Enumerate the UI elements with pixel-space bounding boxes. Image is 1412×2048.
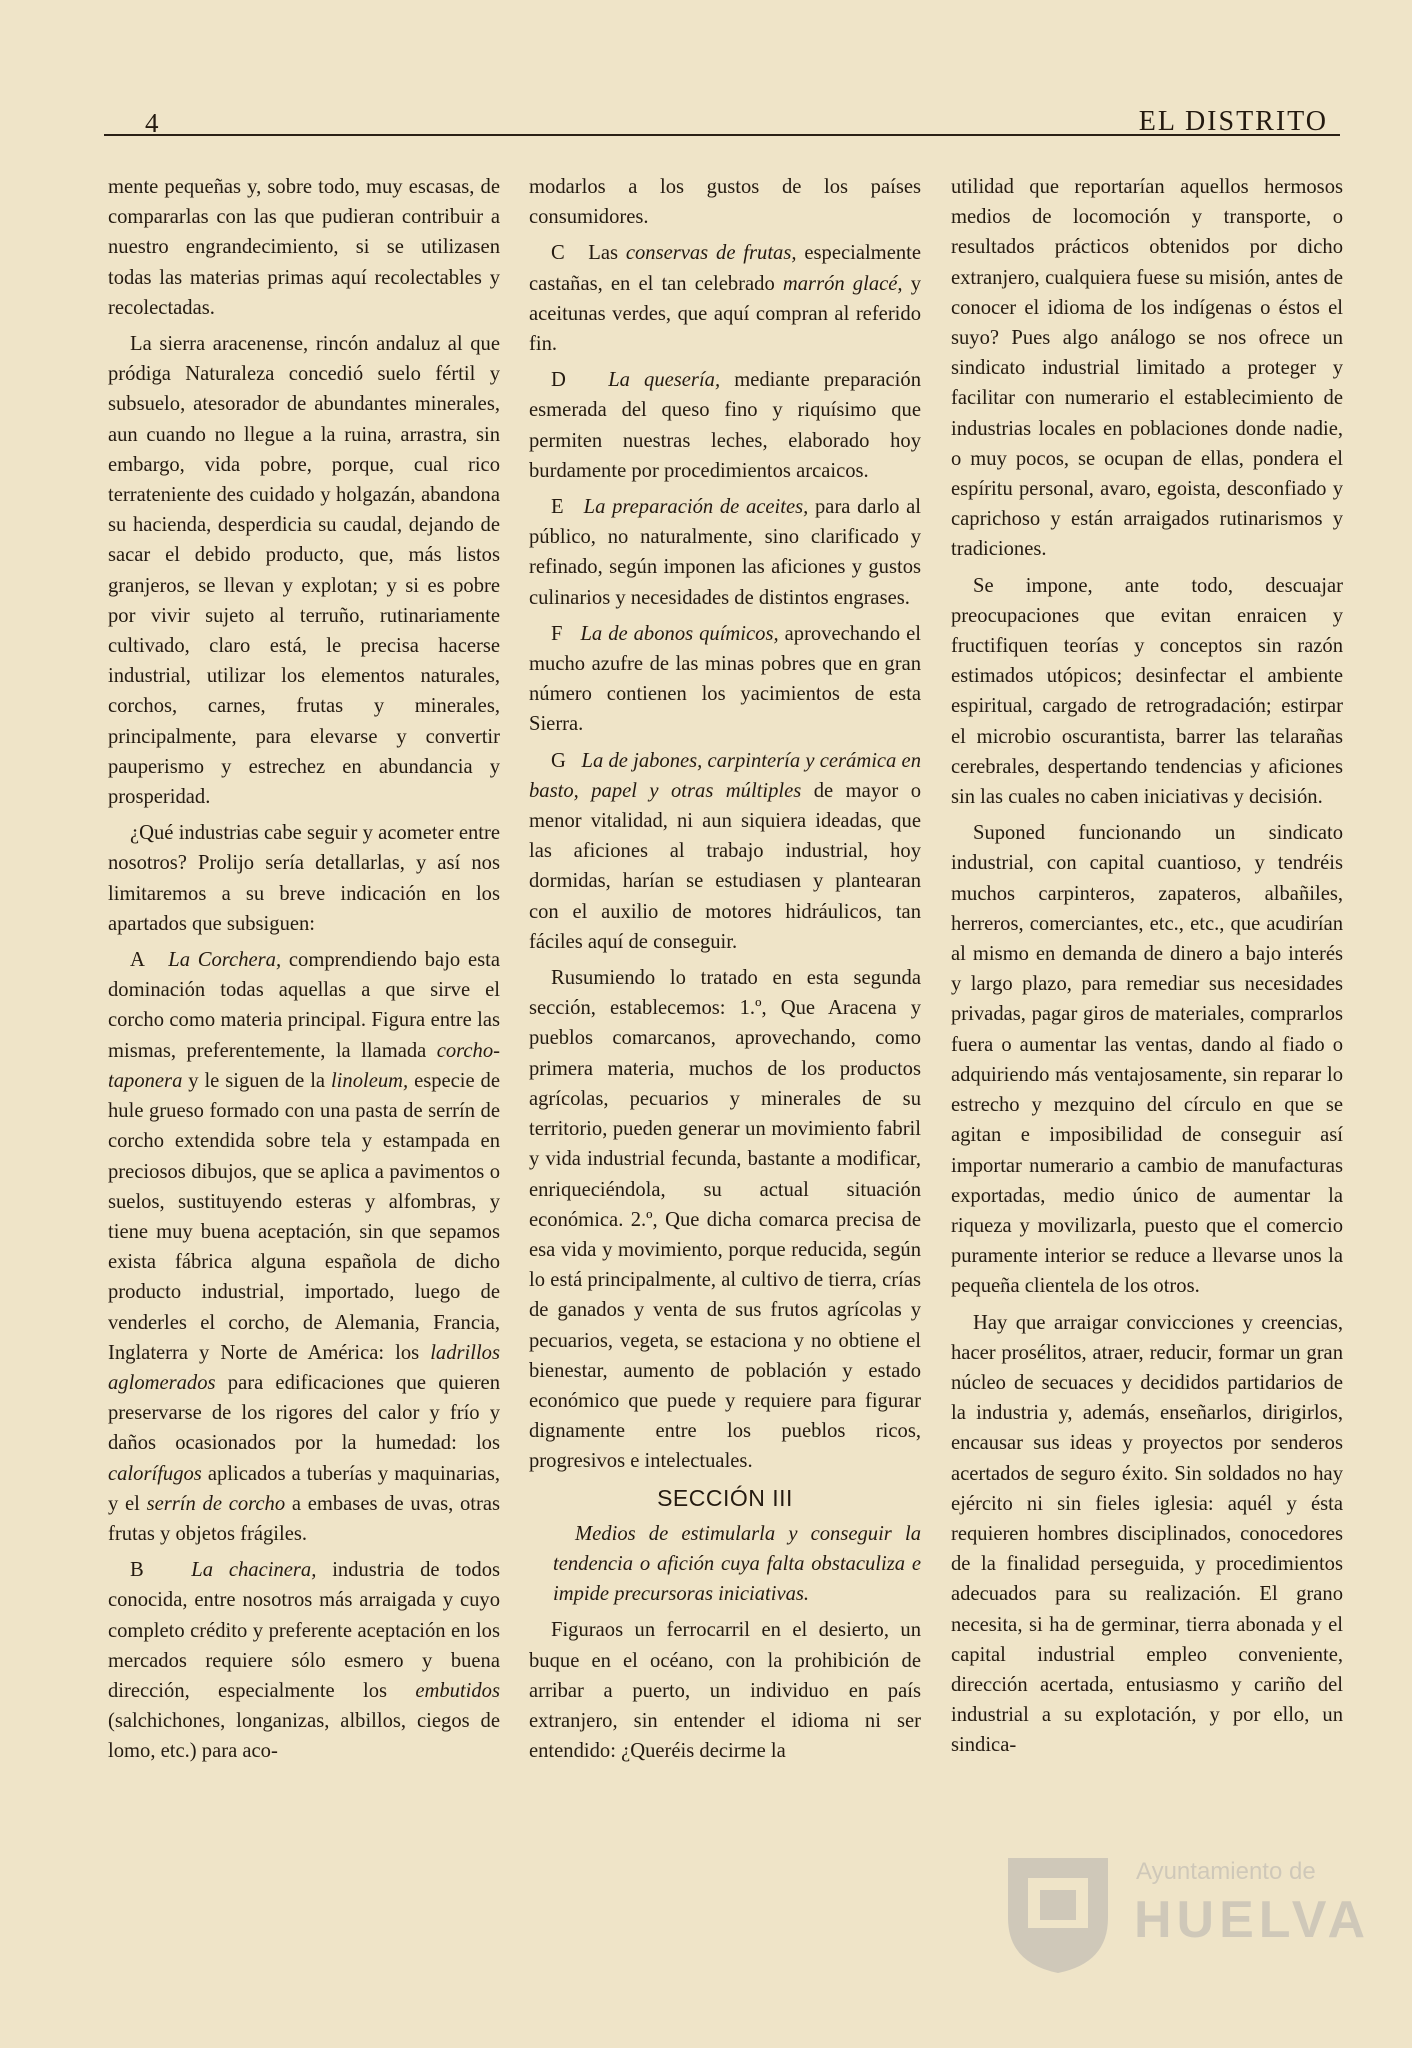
paragraph: mente pequeñas y, sobre todo, muy escasas, de compararlas con las que pudieran contribuir a nuestro engrandecimiento, si se utilizasen todas las materias primas aquí recolectables y recolectadas. [108,176,500,319]
item-a-corchera: A La Corchera, comprendiendo bajo esta dominación todas aquellas a que sirve el corcho como materia principal. Figura entre las mismas, preferentemente, la llamada corcho-taponera y le siguen de la linoleum, especie de hule grueso formado con una pasta de serrín de corcho extendida sobre tela y estampada en preciosos dibujos, que se aplica a pavimentos o suelos, sustituyendo esteras y alfombras, y tiene muy buena aceptación, sin que sepamos exista fábrica alguna española de dicho producto industrial, importado, luego de venderles el corcho, de Alemania, Francia, Inglaterra y Norte de América: los ladrillos aglomerados para edificaciones que quieren preservarse de los rigores del calor y frío y daños ocasionados por la humedad: los calorífugos aplicados a tuberías y maquinarias, y el serrín de corcho a embases de uvas, otras frutas y objetos frágiles. [108,949,501,1545]
item-g-jabones: G La de jabones, carpintería y cerámica en basto, papel y otras múltiples de mayor o menor vitalidad, ni aun siquiera ideadas, que las aficiones al trabajo industrial, hoy dormidas, harían se estudiasen y plantearan con el auxilio de motores hidráulicos, tan fáciles aquí de conseguir. [529,749,921,953]
item-letter: A [130,949,145,972]
paragraph: Suponed funcionando un sindicato industrial, con capital cuantioso, y tendréis muchos carpinteros, zapateros, albañiles, herreros, comerciantes, etc., etc., que acudirían al mismo en demanda de dinero a bajo interés y largo plazo, para remediar sus necesidades privadas, pagar giros de materiales, comprarlos fuera o aumentar las ventas, dando al fiado o adquiriendo más ventajosamente, sin reparar lo estrecho y mezquino del círculo en que se agitan e imposibilidad de conseguir así importar numerario a cambio de manufacturas exportadas, medio único de aumentar la riqueza y movilizarla, puesto que el comercio puramente interior se reduce a llevarse unos la pequeña clientela de los otros. [951,822,1343,1298]
item-letter: E [551,496,564,519]
paragraph: Hay que arraigar convicciones y creencias, hacer prosélitos, atraer, reducir, formar un gran núcleo de secuaces y decididos partidarios de la industria y, además, enseñarlos, dirigirlos, encausar sus ideas y proyectos por senderos acertados de seguro éxito. Sin soldados no hay ejército ni sin fieles iglesia: aquél y ésta requieren hombres disciplinados, conocedores de la finalidad perseguida, y procedimientos adecuados para su realización. El grano necesita, si ha de germinar, tierra abonada y el capital industrial empleo conveniente, dirección acertada, entusiasmo y cariño del industrial a su explotación, y por ello, un sindica- [951,1311,1343,1757]
item-letter: B [130,1559,144,1582]
paragraph: ¿Qué industrias cabe seguir y acometer entre nosotros? Prolijo sería detallarlas, y así nos limitaremos a su breve indicación en los apartados que subsiguen: [108,822,500,935]
paragraph: modarlos a los gustos de los países consumidores. [529,176,921,229]
text-column-1 [108,172,500,1773]
paragraph: utilidad que reportarían aquellos hermosos medios de locomoción y transporte, o resultados prácticos obtenidos por dicho extranjero, cualquiera fuese su misión, antes de conocer el idioma de los indígenas o éstos el suyo? Pues algo análogo se nos ofrece un sindicato industrial limitado a proteger y facilitar con numerario el establecimiento de industrias locales en poblaciones donde nadie, o muy pocos, se ocupan de ellas, pondera el espíritu personal, avaro, egoista, desconfiado y caprichoso y están arraigados rutinarismos y tradiciones. [951,176,1343,561]
journal-title: EL DISTRITO [1138,106,1328,137]
paragraph: Figuraos un ferrocarril en el desierto, un buque en el océano, con la prohibición de arribar a puerto, un individuo en país extranjero, sin entender el idioma ni ser entendido: ¿Queréis decirme la [529,1619,921,1763]
text-column-3 [951,172,1343,1767]
page-number: 4 [145,108,159,138]
coat-of-arms-icon [998,1848,1118,1978]
item-e-aceites: E La preparación de aceites, para darlo al público, no naturalmente, sino clarificado y refinado, según imponen las aficiones y gustos culinarios y necesidades de distintos engrases. [529,496,921,609]
section-subtitle: Medios de estimularla y conseguir la tendencia o afición cuya falta obstaculiza e impide precursoras iniciativas. [553,1522,921,1606]
section-title: SECCIÓN III [657,1484,793,1511]
paragraph: Rusumiendo lo tratado en esta segunda sección, establecemos: 1.º, Que Aracena y pueblos comarcanos, aprovechando, como primera materia, muchos de los productos agrícolas, pecuarios y minerales de su territorio, pueden generar un movimiento fabril y vida industrial fecunda, bastante a modificar, enriqueciéndola, su actual situación económica. 2.º, Que dicha comarca precisa de esa vida y movimiento, porque reducida, según lo está principalmente, al cultivo de tierra, crías de ganados y venta de sus frutos agrícolas y pecuarios, vegeta, se estaciona y no obtiene el bienestar, aumento de población y estado económico que puede y requiere para figurar dignamente entre los pueblos ricos, progresivos e intelectuales. [529,967,921,1473]
item-letter: C [551,242,565,265]
page-header [104,104,1340,140]
watermark-line-1: Ayuntamiento de [1136,1858,1316,1885]
header-rule [104,134,1340,136]
watermark-line-2: HUELVA [1134,1891,1371,1949]
paragraph: Se impone, ante todo, descuajar preocupaciones que evitan enraicen y fructifiquen teorías y conceptos sin razón estimados utópicos; desinfectar el ambiente espiritual, cargado de retrogradación; estirpar el microbio oscurantista, barrer las telarañas cerebrales, despertando tendencias y aficiones sin las cuales no caben iniciativas y decisión. [951,574,1343,809]
paragraph: La sierra aracenense, rincón andaluz al que pródiga Naturaleza concedió suelo fértil y subsuelo, atesorador de abundantes minerales, aun cuando no llegue a la ruina, arrastra, sin embargo, vida pobre, porque, cual rico terrateniente des cuidado y holgazán, abandona su hacienda, desperdicia su caudal, dejando de sacar el debido producto, que, más listos granjeros, se llevan y explotan; y si es pobre por vivir sujeto al terruño, rutinariamente cultivado, claro está, le precisa hacerse industrial, utilizar los elementos naturales, corchos, carnes, frutas y minerales, principalmente, para elevarse y convertir pauperismo y estrechez en abundancia y prosperidad. [108,333,500,809]
item-d-queseria: D La quesería, mediante preparación esmerada del queso fino y riquísimo que permiten nuestras leches, elaborado hoy burdamente por procedimientos arcaicos. [529,369,921,482]
item-c-conservas: C Las conservas de frutas, especialmente castañas, en el tan celebrado marrón glacé, y aceitunas verdes, que aquí compran al referido fin. [529,242,921,356]
item-letter: D [551,369,566,392]
archive-watermark [998,1848,1371,1978]
text-column-2 [529,172,921,1772]
item-f-abonos: F La de abonos químicos, aprovechando el mucho azufre de las minas pobres que en gran número contienen los yacimientos de esta Sierra. [529,622,921,736]
item-letter: G [551,749,566,772]
item-b-chacinera: B La chacinera, industria de todos conocida, entre nosotros más arraigada y cuyo completo crédito y preferente aceptación en los mercados requiere sólo esmero y buena dirección, especialmente los embutidos (salchichones, longanizas, albillos, ciegos de lomo, etc.) para aco- [108,1559,500,1763]
item-letter: F [551,622,563,645]
